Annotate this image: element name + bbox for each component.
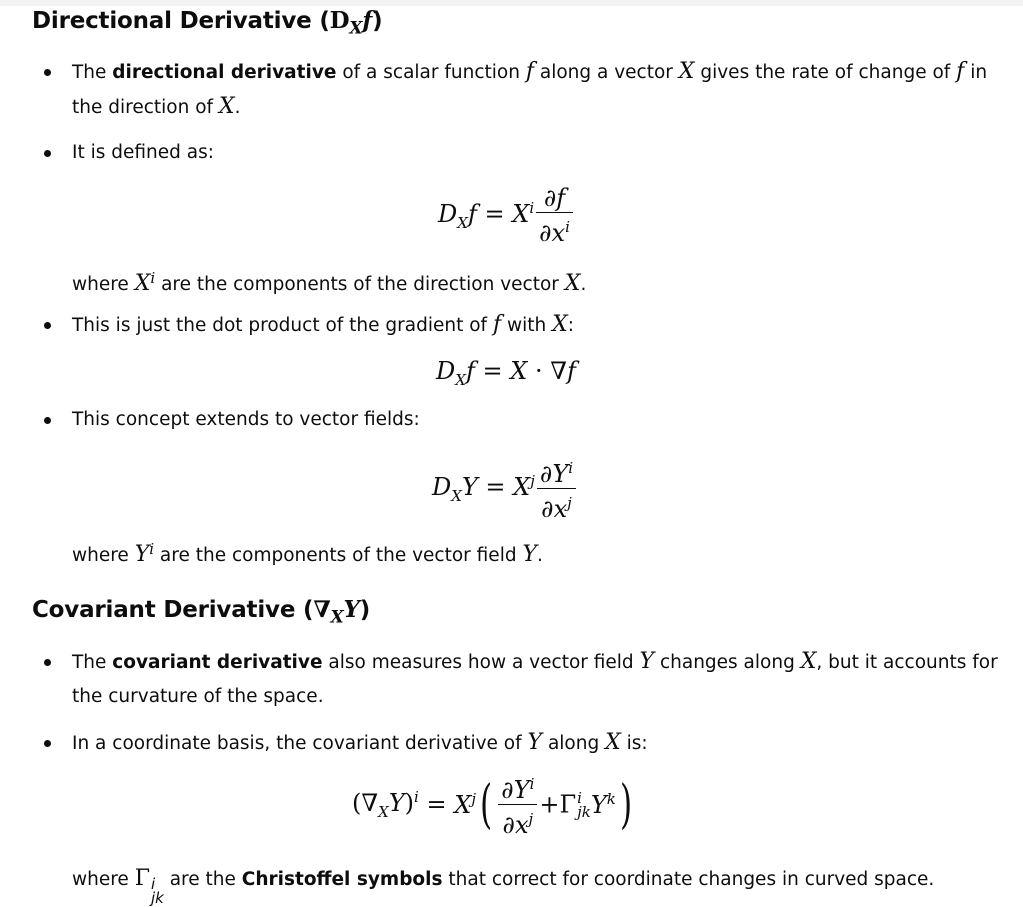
paragraph-covariant-def: The covariant derivative also measures how a vector field Y changes along X, but it accounts for bbox=[72, 649, 998, 674]
paragraph-covariant-def-line2: the curvature of the space. bbox=[72, 686, 324, 707]
fraction: $\frac{\partial f}{\partial x^i}$ bbox=[536, 184, 573, 247]
bold-term: Christoffel symbols bbox=[241, 869, 443, 890]
bullet bbox=[44, 740, 51, 747]
fraction: $\frac{\partial Y^i}{\partial x^j}$ bbox=[498, 770, 537, 839]
paragraph-directional-def: The directional derivative of a scalar function f along a vector X gives the rate of change of f in bbox=[72, 59, 988, 84]
equation-gradient-dot: $D_Xf = X \cdot \nabla f$ bbox=[436, 357, 576, 389]
bold-term: covariant derivative bbox=[112, 652, 323, 673]
bullet bbox=[44, 69, 51, 76]
heading-math: $(\nabla_XY)$ bbox=[303, 596, 371, 628]
bullet bbox=[44, 150, 51, 157]
paragraph-christoffel: where Γ i jk are the Christoffel symbols that correct for coordinate changes in curved space. bbox=[72, 866, 935, 907]
paragraph-directional-def-line2: the direction of X. bbox=[72, 94, 241, 119]
heading-math: $(D_Xf)$ bbox=[319, 7, 383, 39]
equation-directional-derivative: $D_Xf = X^i$ $\frac{\partial f}{\partial x^i}$ bbox=[438, 184, 575, 247]
bold-term: directional derivative bbox=[112, 62, 337, 83]
paragraph-coordinate-basis: In a coordinate basis, the covariant derivative of Y along X is: bbox=[72, 730, 648, 755]
heading-text: Covariant Derivative bbox=[32, 597, 296, 623]
paragraph-dot-product: This is just the dot product of the gradient of f with X: bbox=[72, 312, 575, 337]
heading-text: Directional Derivative bbox=[32, 8, 312, 34]
fraction: $\frac{\partial Y^i}{\partial x^j}$ bbox=[537, 454, 576, 523]
equation-covariant-derivative: $(\nabla_XY)^i = X^j$( $\frac{\partial Y^i}{\partial x^j}$ +Γ i jk $Y^k$) bbox=[352, 770, 636, 839]
section-heading-directional bbox=[32, 7, 382, 39]
paragraph-vector-fields: This concept extends to vector fields: bbox=[72, 409, 420, 430]
paragraph-where-components: where $X^i$ are the components of the direction vector X. bbox=[72, 269, 587, 297]
bullet bbox=[44, 417, 51, 424]
section-heading-covariant bbox=[32, 596, 370, 628]
paragraph-defined-as: It is defined as: bbox=[72, 142, 214, 163]
bullet bbox=[44, 659, 51, 666]
bullet bbox=[44, 322, 51, 329]
paragraph-where-vector-components: where $Y^i$ are the components of the vector field Y. bbox=[72, 540, 543, 568]
top-bar bbox=[0, 0, 1023, 6]
equation-vector-field-derivative: $D_XY = X^j$ $\frac{\partial Y^i}{\partial x^j}$ bbox=[432, 454, 578, 523]
